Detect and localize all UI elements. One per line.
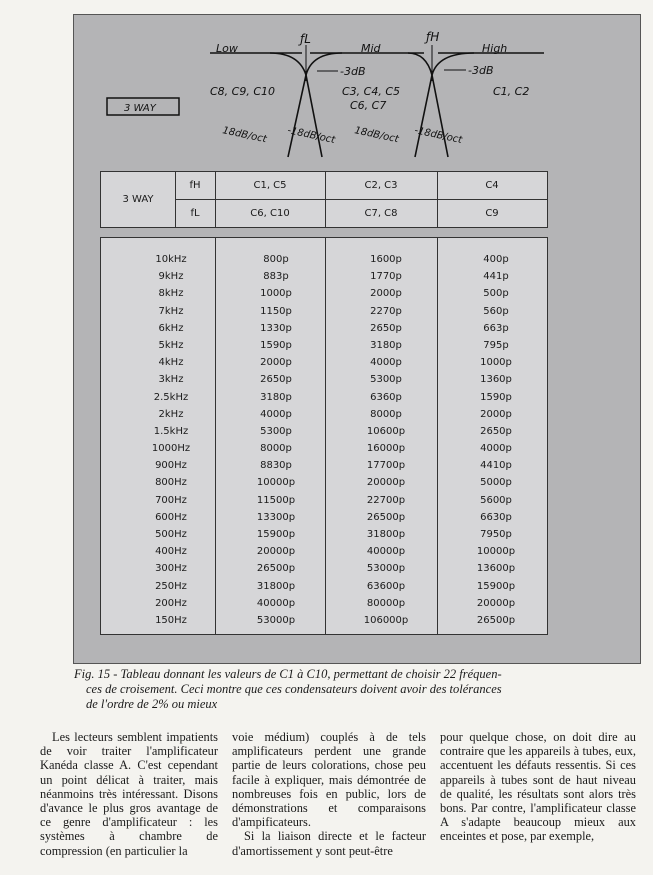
c2-c7-cell: 2270p xyxy=(370,305,402,317)
frequency-cell: 400Hz xyxy=(155,546,187,558)
c4-c9-cell: 441p xyxy=(483,271,509,283)
high-label: High xyxy=(482,42,508,55)
figure-caption xyxy=(74,667,634,712)
frequency-cell: 900Hz xyxy=(155,460,187,472)
crossover-diagram xyxy=(74,15,640,165)
fl-label: ƒL xyxy=(300,32,311,46)
c4-c9-cell: 4410p xyxy=(480,460,512,472)
c2-c7-cell: 3180p xyxy=(370,339,402,351)
table-row xyxy=(101,458,547,475)
c1-c6-cell: 2650p xyxy=(260,374,292,386)
slope-label-1: 18dB/oct xyxy=(221,125,268,146)
c4-c9-cell: 26500p xyxy=(476,614,516,626)
c1-c6-cell: 1150p xyxy=(260,305,292,317)
table-row xyxy=(101,596,547,613)
header-fl-c3: C9 xyxy=(485,208,499,219)
header-table xyxy=(100,171,548,228)
c4-c9-cell: 10000p xyxy=(476,546,516,558)
table-row xyxy=(101,441,547,458)
c1-c6-cell: 10000p xyxy=(256,477,296,489)
header-fl-label: fL xyxy=(190,208,200,219)
c4-c9-cell: 13600p xyxy=(476,563,516,575)
c4-c9-cell: 560p xyxy=(483,305,509,317)
table-rows xyxy=(101,252,547,630)
frequency-cell: 7kHz xyxy=(158,305,184,317)
c2-c7-cell: 106000p xyxy=(363,614,409,626)
table-row xyxy=(101,475,547,492)
frequency-cell: 6kHz xyxy=(158,322,184,334)
caption-line-2: ces de croisement. Ceci montre que ces condensateurs doivent avoir des tolérances xyxy=(86,682,502,696)
c1-c6-cell: 800p xyxy=(263,254,289,265)
c2-c7-cell: 4000p xyxy=(370,357,402,369)
c2-c7-cell: 17700p xyxy=(366,460,406,472)
frequency-cell: 2.5kHz xyxy=(153,391,189,403)
table-row xyxy=(101,269,547,286)
c1-c6-cell: 11500p xyxy=(256,494,296,506)
c2-c7-cell: 8000p xyxy=(370,408,402,420)
db-mid-label: -3dB xyxy=(340,65,366,78)
frequency-cell: 500Hz xyxy=(155,529,187,540)
frequency-cell: 2kHz xyxy=(158,408,184,420)
caption-line-3: de l'ordre de 2% ou mieux xyxy=(86,697,218,711)
caps-mid-label-1: C3, C4, C5 xyxy=(342,85,401,98)
c2-c7-cell: 22700p xyxy=(366,494,406,506)
slope-label-3: 18dB/oct xyxy=(353,125,400,146)
caps-low-label: C8, C9, C10 xyxy=(210,85,276,98)
frequency-cell: 8kHz xyxy=(158,288,184,300)
c2-c7-cell: 16000p xyxy=(366,443,406,455)
c1-c6-cell: 26500p xyxy=(256,563,296,575)
c1-c6-cell: 8830p xyxy=(260,460,292,472)
frequency-cell: 5kHz xyxy=(158,339,184,351)
article-body xyxy=(40,730,646,858)
way-box-label: 3 WAY xyxy=(124,103,156,114)
frequency-cell: 1.5kHz xyxy=(153,425,189,437)
frequency-cell: 300Hz xyxy=(155,563,187,575)
table-row xyxy=(101,424,547,441)
table-row xyxy=(101,286,547,303)
c4-c9-cell: 2000p xyxy=(480,408,512,420)
table-row xyxy=(101,510,547,527)
frequency-cell: 600Hz xyxy=(155,511,187,523)
table-row xyxy=(101,321,547,338)
header-fh-c3: C4 xyxy=(485,180,499,191)
table-row xyxy=(101,493,547,510)
table-row xyxy=(101,390,547,407)
frequency-cell: 3kHz xyxy=(158,374,184,386)
c4-c9-cell: 663p xyxy=(483,322,509,334)
c4-c9-cell: 15900p xyxy=(476,580,516,592)
c2-c7-cell: 10600p xyxy=(366,425,406,437)
table-row xyxy=(101,407,547,424)
mid-label: Mid xyxy=(361,42,381,55)
fh-label: ƒH xyxy=(426,30,440,44)
c1-c6-cell: 883p xyxy=(263,271,289,283)
slope-label-4: -18dB/oct xyxy=(413,125,464,147)
caps-mid-label-2: C6, C7 xyxy=(350,99,387,112)
c1-c6-cell: 3180p xyxy=(260,391,292,403)
c1-c6-cell: 20000p xyxy=(256,546,296,558)
header-fh-c1: C1, C5 xyxy=(253,180,287,191)
c1-c6-cell: 1590p xyxy=(260,339,292,351)
c1-c6-cell: 1000p xyxy=(260,288,292,300)
frequency-cell: 4kHz xyxy=(158,357,184,369)
header-fh-label: fH xyxy=(189,180,201,191)
c2-c7-cell: 20000p xyxy=(366,477,406,489)
article-column-3 xyxy=(440,730,636,858)
c1-c6-cell: 1330p xyxy=(260,322,292,334)
c4-c9-cell: 6630p xyxy=(480,511,512,523)
table-row xyxy=(101,338,547,355)
caps-high-label: C1, C2 xyxy=(493,85,530,98)
table-row xyxy=(101,355,547,372)
c4-c9-cell: 1590p xyxy=(480,391,512,403)
frequency-cell: 250Hz xyxy=(155,580,187,592)
frequency-cell: 700Hz xyxy=(155,494,187,506)
frequency-cell: 800Hz xyxy=(155,477,187,489)
c2-c7-cell: 2650p xyxy=(370,322,402,334)
c4-c9-cell: 2650p xyxy=(480,425,512,437)
c4-c9-cell: 1360p xyxy=(480,374,512,386)
article-column-2 xyxy=(232,730,426,858)
c4-c9-cell: 20000p xyxy=(476,597,516,609)
c2-c7-cell: 1770p xyxy=(370,271,402,283)
table-row xyxy=(101,613,547,630)
article-paragraph: pour quelque chose, on doit dire au contraire que les appareils à tubes, eux, accentuent les défauts ressentis. Si ces appareils à tubes sont de haut niveau de qualité, les résultats sont alors très bons. Par contre, l'amplificateur classe A s'adapte beaucoup mieux aux enceintes et pose, par exemple, xyxy=(440,730,636,844)
c2-c7-cell: 5300p xyxy=(370,374,402,386)
c1-c6-cell: 13300p xyxy=(256,511,296,523)
table-row xyxy=(101,372,547,389)
c1-c6-cell: 5300p xyxy=(260,425,292,437)
c1-c6-cell: 8000p xyxy=(260,443,292,455)
c1-c6-cell: 4000p xyxy=(260,408,292,420)
article-paragraph: Les lecteurs semblent impatients de voir traiter l'amplificateur Kanéda classe A. C'est cependant un point délicat à traiter, mais néanmoins très intéressant. Disons d'avance le plus gros avantage de ce genre d'amplificateur : les systèmes à chambre de compression (en particulier la xyxy=(40,730,218,858)
caption-line-1: Fig. 15 - Tableau donnant les valeurs de C1 à C10, permettant de choisir 22 fréquen- xyxy=(74,667,502,681)
c1-c6-cell: 53000p xyxy=(256,614,296,626)
c2-c7-cell: 63600p xyxy=(366,580,406,592)
article-paragraph: Si la liaison directe et le facteur d'amortissement y sont peut-être xyxy=(232,829,426,858)
c1-c6-cell: 40000p xyxy=(256,597,296,609)
table-row xyxy=(101,527,547,544)
header-fl-c2: C7, C8 xyxy=(364,208,398,219)
capacitor-table xyxy=(100,237,548,635)
c2-c7-cell: 40000p xyxy=(366,546,406,558)
frequency-cell: 1000Hz xyxy=(151,443,191,455)
c1-c6-cell: 2000p xyxy=(260,357,292,369)
c4-c9-cell: 400p xyxy=(483,254,509,265)
frequency-cell: 9kHz xyxy=(158,271,184,283)
c4-c9-cell: 795p xyxy=(483,339,509,351)
c4-c9-cell: 500p xyxy=(483,288,509,300)
c2-c7-cell: 53000p xyxy=(366,563,406,575)
c2-c7-cell: 1600p xyxy=(370,254,402,265)
table-row xyxy=(101,561,547,578)
c4-c9-cell: 5000p xyxy=(480,477,512,489)
slope-label-2: -18dB/oct xyxy=(286,125,337,147)
c2-c7-cell: 26500p xyxy=(366,511,406,523)
c2-c7-cell: 2000p xyxy=(370,288,402,300)
table-row xyxy=(101,252,547,269)
c2-c7-cell: 31800p xyxy=(366,529,406,540)
table-row xyxy=(101,544,547,561)
c1-c6-cell: 31800p xyxy=(256,580,296,592)
c4-c9-cell: 1000p xyxy=(480,357,512,369)
low-label: Low xyxy=(216,42,238,55)
figure-panel xyxy=(73,14,641,664)
c2-c7-cell: 6360p xyxy=(370,391,402,403)
c4-c9-cell: 4000p xyxy=(480,443,512,455)
header-label: 3 WAY xyxy=(122,194,154,205)
article-column-1 xyxy=(40,730,218,858)
frequency-cell: 10kHz xyxy=(155,254,187,265)
table-row xyxy=(101,304,547,321)
db-high-label: -3dB xyxy=(468,64,494,77)
c4-c9-cell: 5600p xyxy=(480,494,512,506)
article-paragraph: voie médium) couplés à de tels amplificateurs perdent une grande partie de leurs colorations, chose peu facile à expliquer, mais démontrée de nombreuses fois en public, lors de démonstrations et comparaisons d'ampificateurs. xyxy=(232,730,426,830)
frequency-cell: 200Hz xyxy=(155,597,187,609)
frequency-cell: 150Hz xyxy=(155,614,187,626)
header-fh-c2: C2, C3 xyxy=(364,180,398,191)
header-fl-c1: C6, C10 xyxy=(250,208,290,219)
c2-c7-cell: 80000p xyxy=(366,597,406,609)
c4-c9-cell: 7950p xyxy=(480,529,512,540)
table-row xyxy=(101,579,547,596)
c1-c6-cell: 15900p xyxy=(256,529,296,540)
